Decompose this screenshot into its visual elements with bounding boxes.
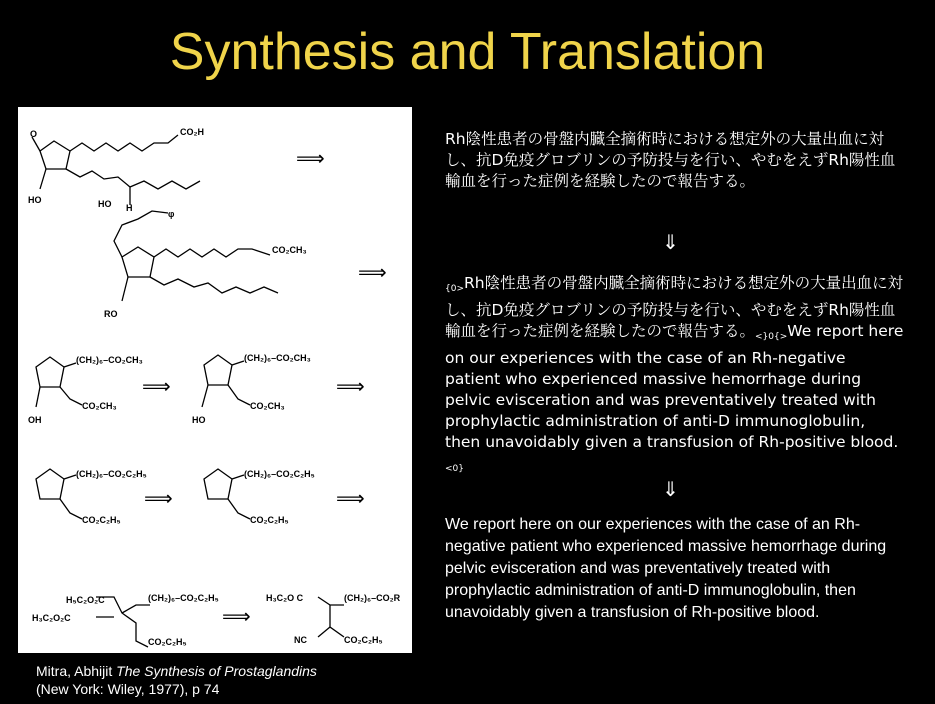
co2ch3-label: CO₂CH₃ <box>250 401 285 411</box>
nc-label: NC <box>294 635 307 645</box>
final-english-text: We report here on our experiences with the case of an Rh-negative patient who experienced massive hemorrhage during pelvic evisceration and was preventatively treated with prophylactic administration of anti-D immunoglobulin, then unavoidably given a transfusion of Rh-positive blood. <box>445 516 887 621</box>
h3c2o2c-label: H₃C₂O₂C <box>32 613 71 623</box>
reaction-arrow: ⟹ <box>336 486 365 510</box>
reaction-arrow: ⟹ <box>222 604 251 628</box>
ch2-co2c2h5-label: (CH₂)₆–CO₂C₂H₅ <box>76 469 147 479</box>
h5c2o2c-label: H₅C₂O₂C <box>66 595 105 605</box>
ro-label: RO <box>104 309 118 319</box>
phi-label: φ <box>168 209 175 219</box>
caption-book-title: The Synthesis of Prostaglandins <box>116 663 317 679</box>
down-arrow-icon: ⇓ <box>662 477 679 501</box>
reaction-arrow: ⟹ <box>358 260 387 284</box>
co2c2h5-label: CO₂C₂H₅ <box>82 515 121 525</box>
down-arrow-icon: ⇓ <box>662 230 679 254</box>
h-label: H <box>126 203 133 213</box>
tagged-english: We report here on our experiences with the case of an Rh-negative patient who experienced massive hemorrhage during pelvic evisceration and was preventatively treated with prophylactic administration of anti-D immunoglobulin, then unavoidably given a transfusion of Rh-positive blood. <box>445 322 904 451</box>
slide-title: Synthesis and Translation <box>169 23 766 81</box>
ch2-co2ch3-label: (CH₂)₆–CO₂CH₃ <box>244 353 311 363</box>
co2h-label: CO₂H <box>180 127 204 137</box>
synthesis-scheme-drawing <box>18 107 412 653</box>
h3c2oc-label: H₃C₂O C <box>266 593 304 603</box>
ho-label: HO <box>98 199 112 209</box>
ch2-co2c2h5-label: (CH₂)₆–CO₂C₂H₅ <box>148 593 219 603</box>
reaction-arrow: ⟹ <box>142 374 171 398</box>
co2c2h5-label: CO₂C₂H₅ <box>250 515 289 525</box>
source-japanese-text: Rh陰性患者の骨盤内臓全摘術時における想定外の大量出血に対し、抗D免疫グロブリンの予防投与を行い、やむをえずRh陽性血輸血を行った症例を経験したので報告する。 <box>445 130 896 190</box>
segment-open-tag: {0> <box>445 284 464 294</box>
ch2-co2ch3-label: (CH₂)₆–CO₂CH₃ <box>76 355 143 365</box>
co2c2h5-label: CO₂C₂H₅ <box>344 635 383 645</box>
segment-close-tag: <0} <box>445 464 464 474</box>
tagged-bilingual-text <box>445 273 905 480</box>
synthesis-scheme-figure <box>18 107 412 653</box>
tagged-japanese: Rh陰性患者の骨盤内臓全摘術時における想定外の大量出血に対し、抗D免疫グロブリンの予防投与を行い、やむをえずRh陽性血輸血を行った症例を経験したので報告する。 <box>445 274 904 340</box>
co2c2h5-label: CO₂C₂H₅ <box>148 637 187 647</box>
caption-author: Mitra, Abhijit <box>36 663 117 679</box>
co2ch3-label: CO₂CH₃ <box>272 245 307 255</box>
figure-caption <box>36 662 317 698</box>
ch2-co2c2h5-label: (CH₂)₆–CO₂C₂H₅ <box>244 469 315 479</box>
o-label: O <box>30 129 38 139</box>
ho-label: HO <box>192 415 206 425</box>
reaction-arrow: ⟹ <box>296 146 325 170</box>
reaction-arrow: ⟹ <box>144 486 173 510</box>
co2ch3-label: CO₂CH₃ <box>82 401 117 411</box>
ho-label: HO <box>28 195 42 205</box>
caption-publication: (New York: Wiley, 1977), p 74 <box>36 681 220 697</box>
segment-mid-tag: <}0{> <box>755 332 788 342</box>
oh-label: OH <box>28 415 42 425</box>
reaction-arrow: ⟹ <box>336 374 365 398</box>
ch2-co2r-label: (CH₂)₆–CO₂R <box>344 593 401 603</box>
